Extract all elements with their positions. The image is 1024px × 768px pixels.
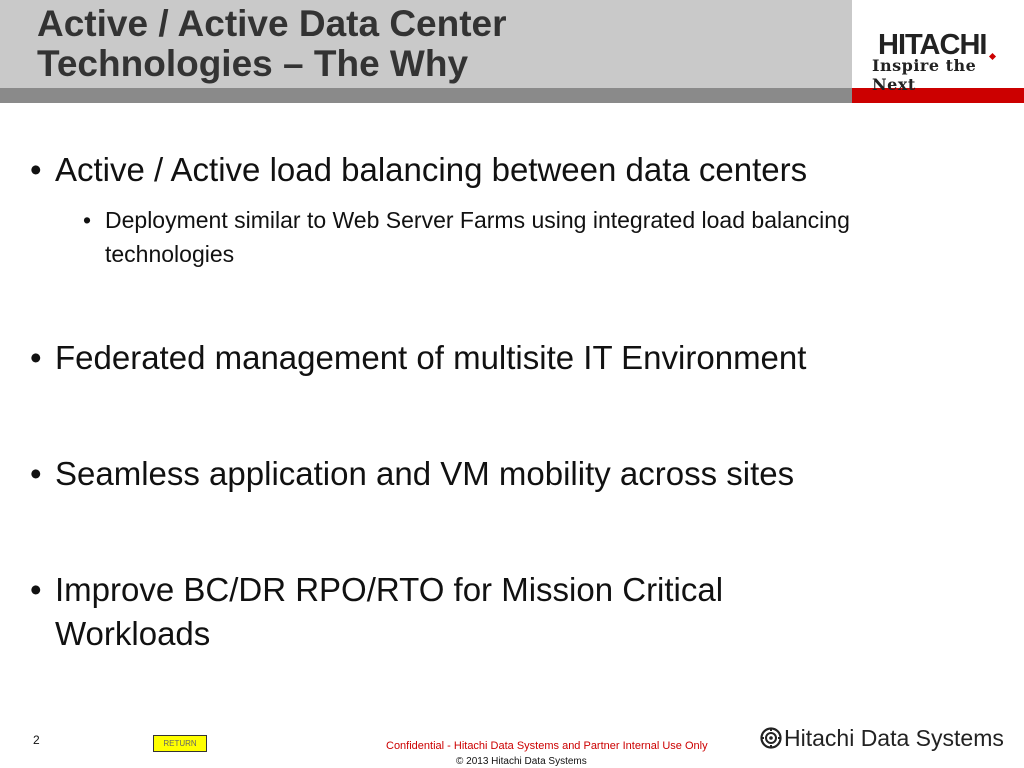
bullet-item [30, 148, 935, 192]
bullet-icon: • [30, 571, 42, 608]
hds-emblem-icon [760, 727, 782, 749]
bullet-text: Improve BC/DR RPO/RTO for Mission Critical Workloads [55, 571, 724, 652]
hitachi-tagline: Inspire the Next [872, 56, 977, 94]
bullet-icon: • [30, 455, 42, 492]
bullet-text: Federated management of multisite IT Environment [55, 339, 807, 376]
company-name: Hitachi Data Systems [784, 725, 1004, 751]
bullet-icon: • [30, 151, 42, 188]
sub-bullet-item [83, 203, 925, 271]
bullet-text: Active / Active load balancing between data centers [55, 151, 808, 188]
slide-title-line-1: Active / Active Data Center [37, 3, 507, 44]
slide-title-line-2: Technologies – The Why [37, 43, 469, 84]
header-line [0, 88, 852, 103]
bullet-item [30, 452, 935, 496]
copyright-notice: © 2013 Hitachi Data Systems [456, 756, 587, 767]
hds-logo [760, 726, 1004, 750]
bullet-item [30, 336, 935, 380]
confidential-notice: Confidential - Hitachi Data Systems and Partner Internal Use Only [386, 740, 708, 752]
bullet-icon: • [30, 339, 42, 376]
slide-title [37, 4, 837, 84]
sub-bullet-text: Deployment similar to Web Server Farms using integrated load balancing technologies [105, 207, 850, 267]
sub-bullet-icon: • [83, 207, 92, 233]
return-button[interactable]: RETURN [153, 735, 207, 752]
bullet-item [30, 568, 875, 656]
bullet-text: Seamless application and VM mobility across sites [55, 455, 795, 492]
hitachi-brand: HITACHI [878, 29, 987, 61]
page-number: 2 [33, 733, 40, 747]
